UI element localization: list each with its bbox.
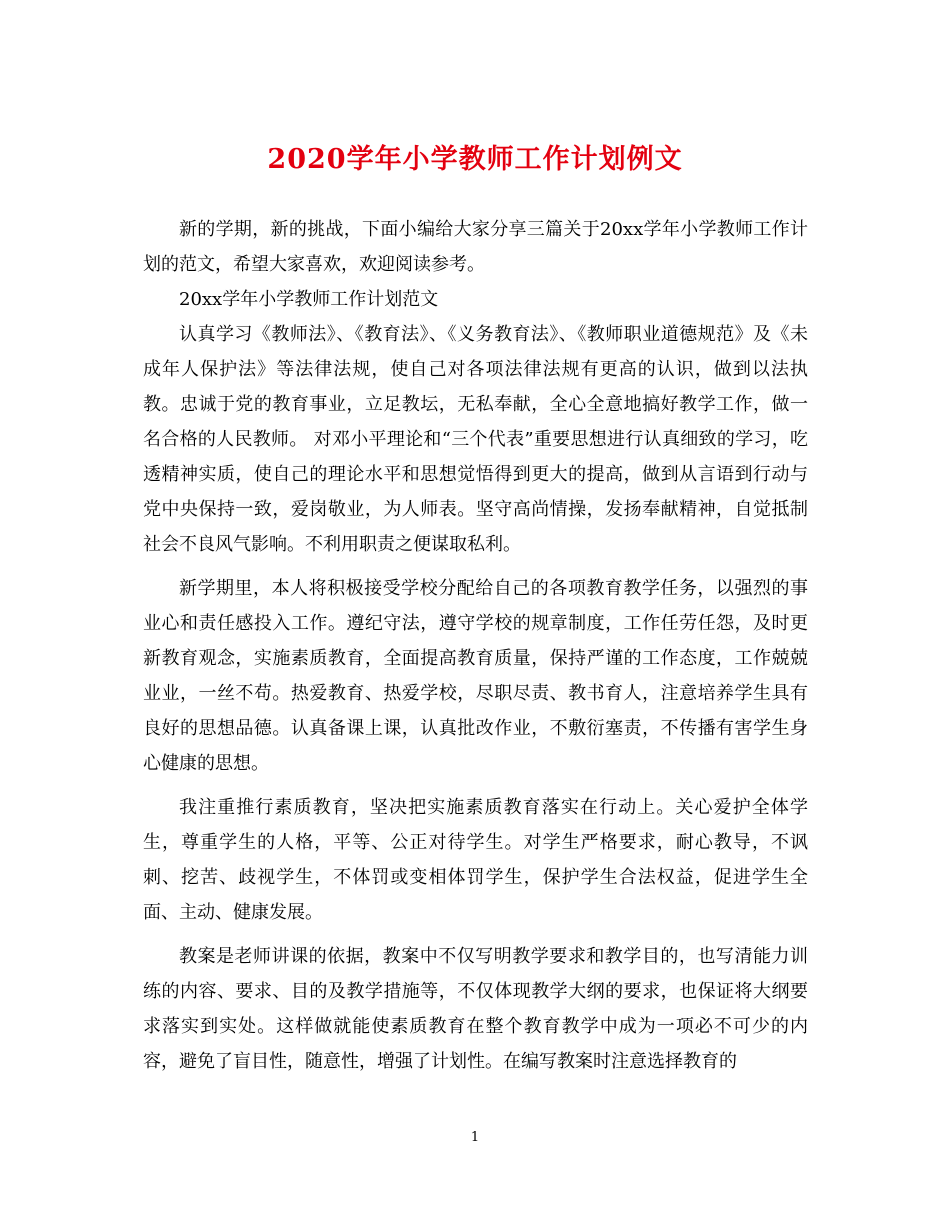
paragraph-gap [143,562,808,571]
document-title: 2020学年小学教师工作计划例文 [267,144,683,175]
paragraph-new-semester: 新学期里，本人将积极接受学校分配给自己的各项教育教学任务，以强烈的事业心和责任感投入工作。遵纪守法，遵守学校的规章制度，工作任劳任怨，及时更新教育观念，实施素质教育，全面提高教育质量，保持严谨的工作态度，工作兢兢业业，一丝不苟。热爱教育、热爱学校，尽职尽责、教书育人，注意培养学生具有良好的思想品德。认真备课上课，认真批改作业，不敷衍塞责，不传播有害学生身心健康的思想。 [143,578,808,774]
paragraph-gap [143,781,808,790]
paragraph-lesson-plans: 教案是老师讲课的依据，教案中不仅写明教学要求和教学目的，也写清能力训练的内容、要求、目的及教学措施等，不仅体现教学大纲的要求，也保证将大纲要求落实到实处。这样做就能使素质教育在整个教育教学中成为一项必不可少的内容，避免了盲目性，随意性，增强了计划性。在编写教案时注意选择教育的 [143,946,808,1072]
page-number: 1 [470,1130,480,1145]
paragraph-subheading: 20xx学年小学教师工作计划范文 [179,289,439,310]
paragraph-intro: 新的学期，新的挑战，下面小编给大家分享三篇关于20xx学年小学教师工作计划的范文，希望大家喜欢，欢迎阅读参考。 [143,219,808,275]
document-body [143,212,808,1079]
paragraph-study-laws: 认真学习《教师法》、《教育法》、《义务教育法》、《教师职业道德规范》及《未成年人保护法》等法律法规，使自己对各项法律法规有更高的认识，做到以法执教。忠诚于党的教育事业，立足教坛，无私奉献，全心全意地搞好教学工作，做一名合格的人民教师。 对邓小平理论和“三个代表”重要思想进行认真细致的学习，吃透精神实质，使自己的理论水平和思想觉悟得到更大的提高，做到从言语到行动与党中央保持一致，爱岗敬业，为人师表。坚守高尚情操，发扬奉献精神，自觉抵制社会不良风气影响。不利用职责之便谋取私利。 [143,324,808,555]
paragraph-gap [143,930,808,939]
paragraph-quality-education: 我注重推行素质教育，坚决把实施素质教育落实在行动上。关心爱护全体学生，尊重学生的人格，平等、公正对待学生。对学生严格要求，耐心教导，不讽刺、挖苦、歧视学生，不体罚或变相体罚学生，保护学生合法权益，促进学生全面、主动、健康发展。 [143,797,808,923]
